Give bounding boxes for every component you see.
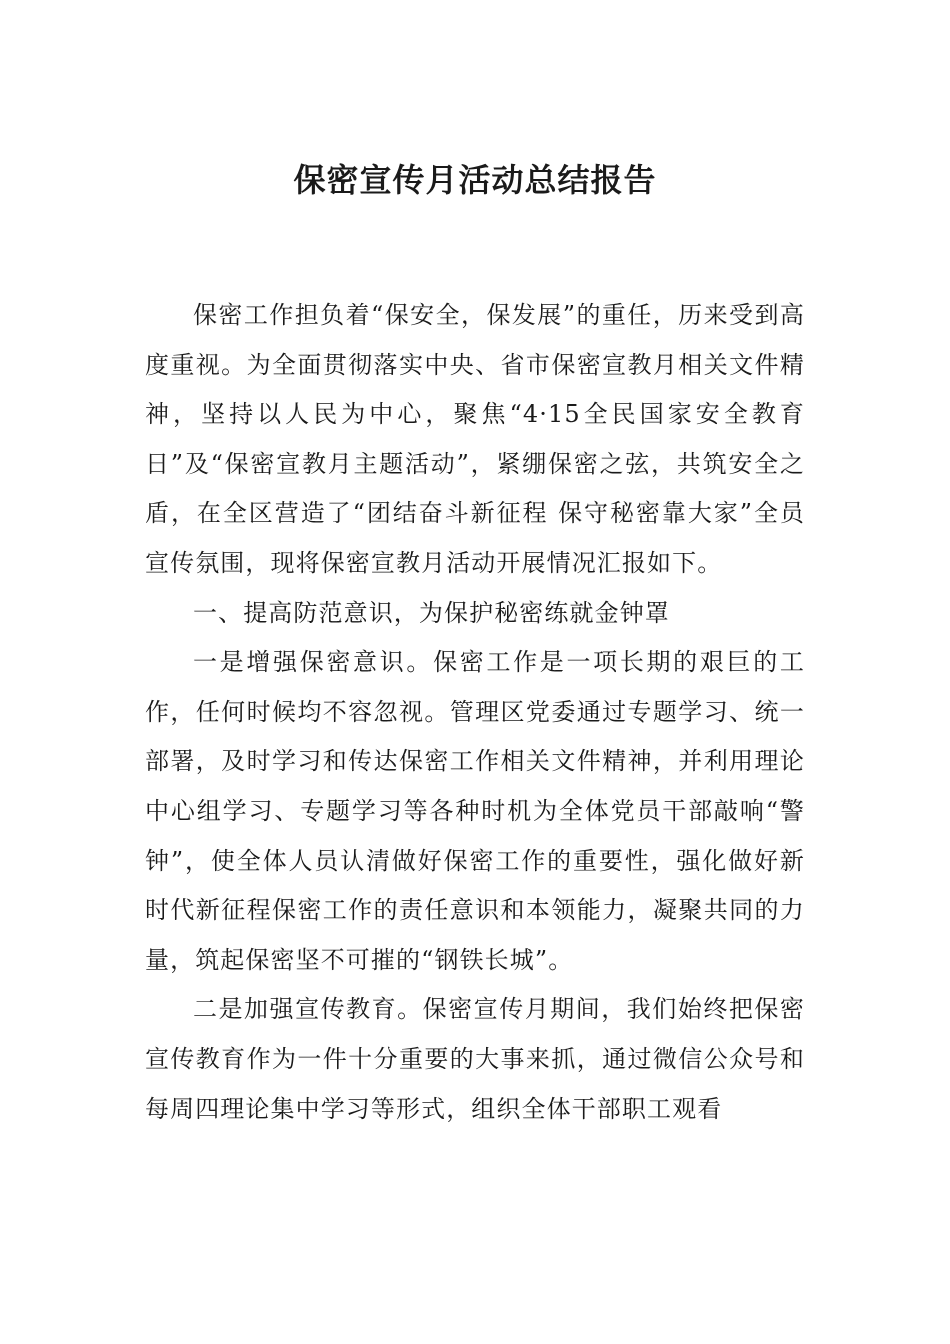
document-title: 保密宣传月活动总结报告 <box>293 161 657 199</box>
paragraph-awareness: 一是增强保密意识。保密工作是一项长期的艰巨的工作，任何时候均不容忽视。管理区党委通过专题学习、统一部署，及时学习和传达保密工作相关文件精神，并利用理论中心组学习、专题学习等各种时机为全体党员干部敲响“警钟”，使全体人员认清做好保密工作的重要性，强化做好新时代新征程保密工作的责任意识和本领能力，凝聚共同的力量，筑起保密坚不可摧的“钢铁长城”。 <box>145 648 805 974</box>
paragraph-education: 二是加强宣传教育。保密宣传月期间，我们始终把保密宣传教育作为一件十分重要的大事来抓，通过微信公众号和每周四理论集中学习等形式，组织全体干部职工观看 <box>145 995 805 1123</box>
document-body <box>145 291 805 1134</box>
paragraph-intro: 保密工作担负着“保安全，保发展”的重任，历来受到高度重视。为全面贯彻落实中央、省市保密宣教月相关文件精神，坚持以人民为中心，聚焦“4·15全民国家安全教育日”及“保密宣教月主题活动”，紧绷保密之弦，共筑安全之盾，在全区营造了“团结奋斗新征程 保守秘密靠大家”全员宣传氛围，现将保密宣教月活动开展情况汇报如下。 <box>145 301 805 577</box>
section-heading-1: 一、提高防范意识，为保护秘密练就金钟罩 <box>193 598 670 627</box>
